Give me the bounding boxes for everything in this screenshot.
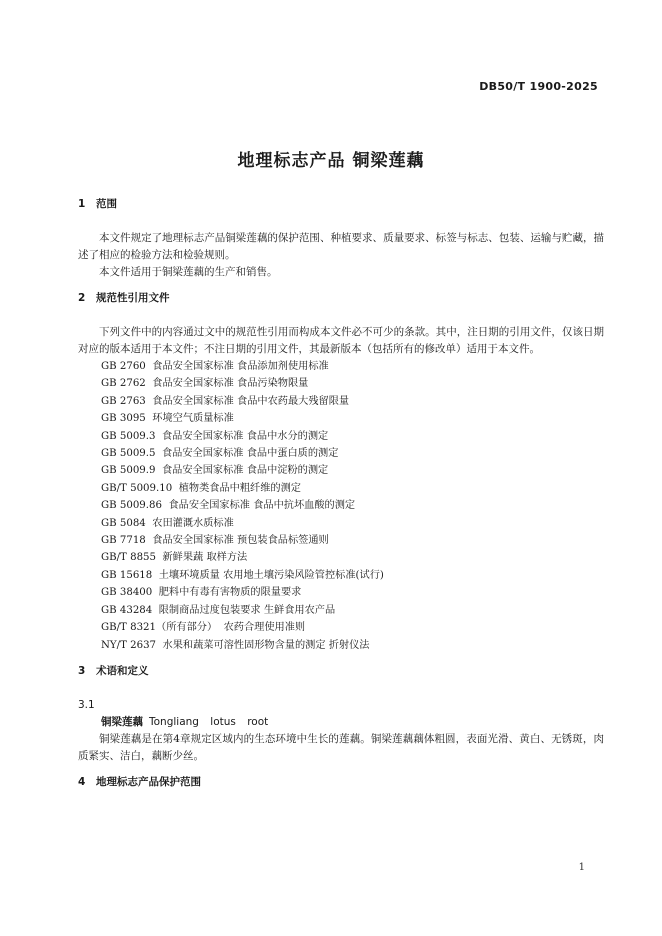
reference-item: GB 5009.3 食品安全国家标准 食品中水分的测定 bbox=[101, 430, 329, 442]
document-code: DB50/T 1900-2025 bbox=[479, 80, 598, 93]
section-number: 1 bbox=[78, 198, 86, 210]
reference-item: GB 2763 食品安全国家标准 食品中农药最大残留限量 bbox=[101, 395, 350, 407]
term-name-cn: 铜梁莲藕 bbox=[101, 715, 143, 728]
reference-item: GB 38400 肥料中有毒有害物质的限量要求 bbox=[101, 587, 302, 599]
section-title: 范围 bbox=[96, 198, 117, 210]
reference-item: GB 5009.5 食品安全国家标准 食品中蛋白质的测定 bbox=[101, 448, 339, 460]
reference-item: GB/T 5009.10 植物类食品中粗纤维的测定 bbox=[101, 482, 301, 494]
reference-item: GB 2760 食品安全国家标准 食品添加剂使用标准 bbox=[101, 361, 329, 372]
document-title: 地理标志产品 铜梁莲藕 bbox=[237, 151, 425, 171]
reference-item: GB 5009.86 食品安全国家标准 食品中抗坏血酸的测定 bbox=[101, 500, 356, 512]
section-2-heading bbox=[78, 290, 604, 307]
reference-item: NY/T 2637 水果和蔬菜可溶性固形物含量的测定 折射仪法 bbox=[101, 639, 370, 651]
term-name-en: Tongliang lotus root bbox=[149, 715, 269, 728]
reference-item: GB/T 8321（所有部分） 农药合理使用准则 bbox=[101, 622, 306, 634]
scope-paragraph: 本文件规定了地理标志产品铜梁莲藕的保护范围、种植要求、质量要求、标签与标志、包装、运输与贮藏，描述了相应的检验方法和检验规则。 bbox=[78, 232, 604, 261]
section-1-heading bbox=[78, 196, 604, 213]
section-3-heading bbox=[78, 663, 604, 680]
term-number: 3.1 bbox=[78, 698, 95, 711]
section-number: 4 bbox=[78, 775, 86, 788]
page-number: 1 bbox=[578, 862, 585, 873]
reference-item: GB/T 8855 新鲜果蔬 取样方法 bbox=[101, 552, 248, 564]
reference-list bbox=[78, 358, 604, 654]
section-title: 术语和定义 bbox=[96, 664, 149, 677]
section-4-heading bbox=[78, 774, 604, 791]
reference-item: GB 43284 限制商品过度包装要求 生鲜食用农产品 bbox=[101, 604, 336, 616]
reference-item: GB 7718 食品安全国家标准 预包装食品标签通则 bbox=[101, 535, 329, 547]
reference-item: GB 2762 食品安全国家标准 食品污染物限量 bbox=[101, 378, 309, 390]
reference-item: GB 15618 土壤环境质量 农用地土壤污染风险管控标准(试行) bbox=[101, 569, 384, 581]
scope-applicability: 本文件适用于铜梁莲藕的生产和销售。 bbox=[99, 266, 278, 278]
term-name bbox=[78, 714, 604, 731]
reference-item: GB 3095 环境空气质量标准 bbox=[101, 413, 234, 425]
section-number: 2 bbox=[78, 292, 86, 304]
reference-item: GB 5084 农田灌溉水质标准 bbox=[101, 517, 234, 529]
document-body bbox=[78, 196, 604, 791]
section-number: 3 bbox=[78, 664, 86, 677]
section-title: 规范性引用文件 bbox=[96, 292, 170, 304]
reference-item: GB 5009.9 食品安全国家标准 食品中淀粉的测定 bbox=[101, 465, 329, 477]
section-title: 地理标志产品保护范围 bbox=[96, 775, 201, 788]
references-intro: 下列文件中的内容通过文中的规范性引用而构成本文件必不可少的条款。其中，注日期的引用文件，仅该日期对应的版本适用于本文件；不注日期的引用文件，其最新版本（包括所有的修改单）适用于本文件。 bbox=[78, 326, 604, 355]
term-definition: 铜梁莲藕是在第4章规定区域内的生态环境中生长的莲藕。铜梁莲藕藕体粗圆，表面光滑、黄白、无锈斑，肉质紧实、洁白，藕断少丝。 bbox=[78, 732, 604, 762]
